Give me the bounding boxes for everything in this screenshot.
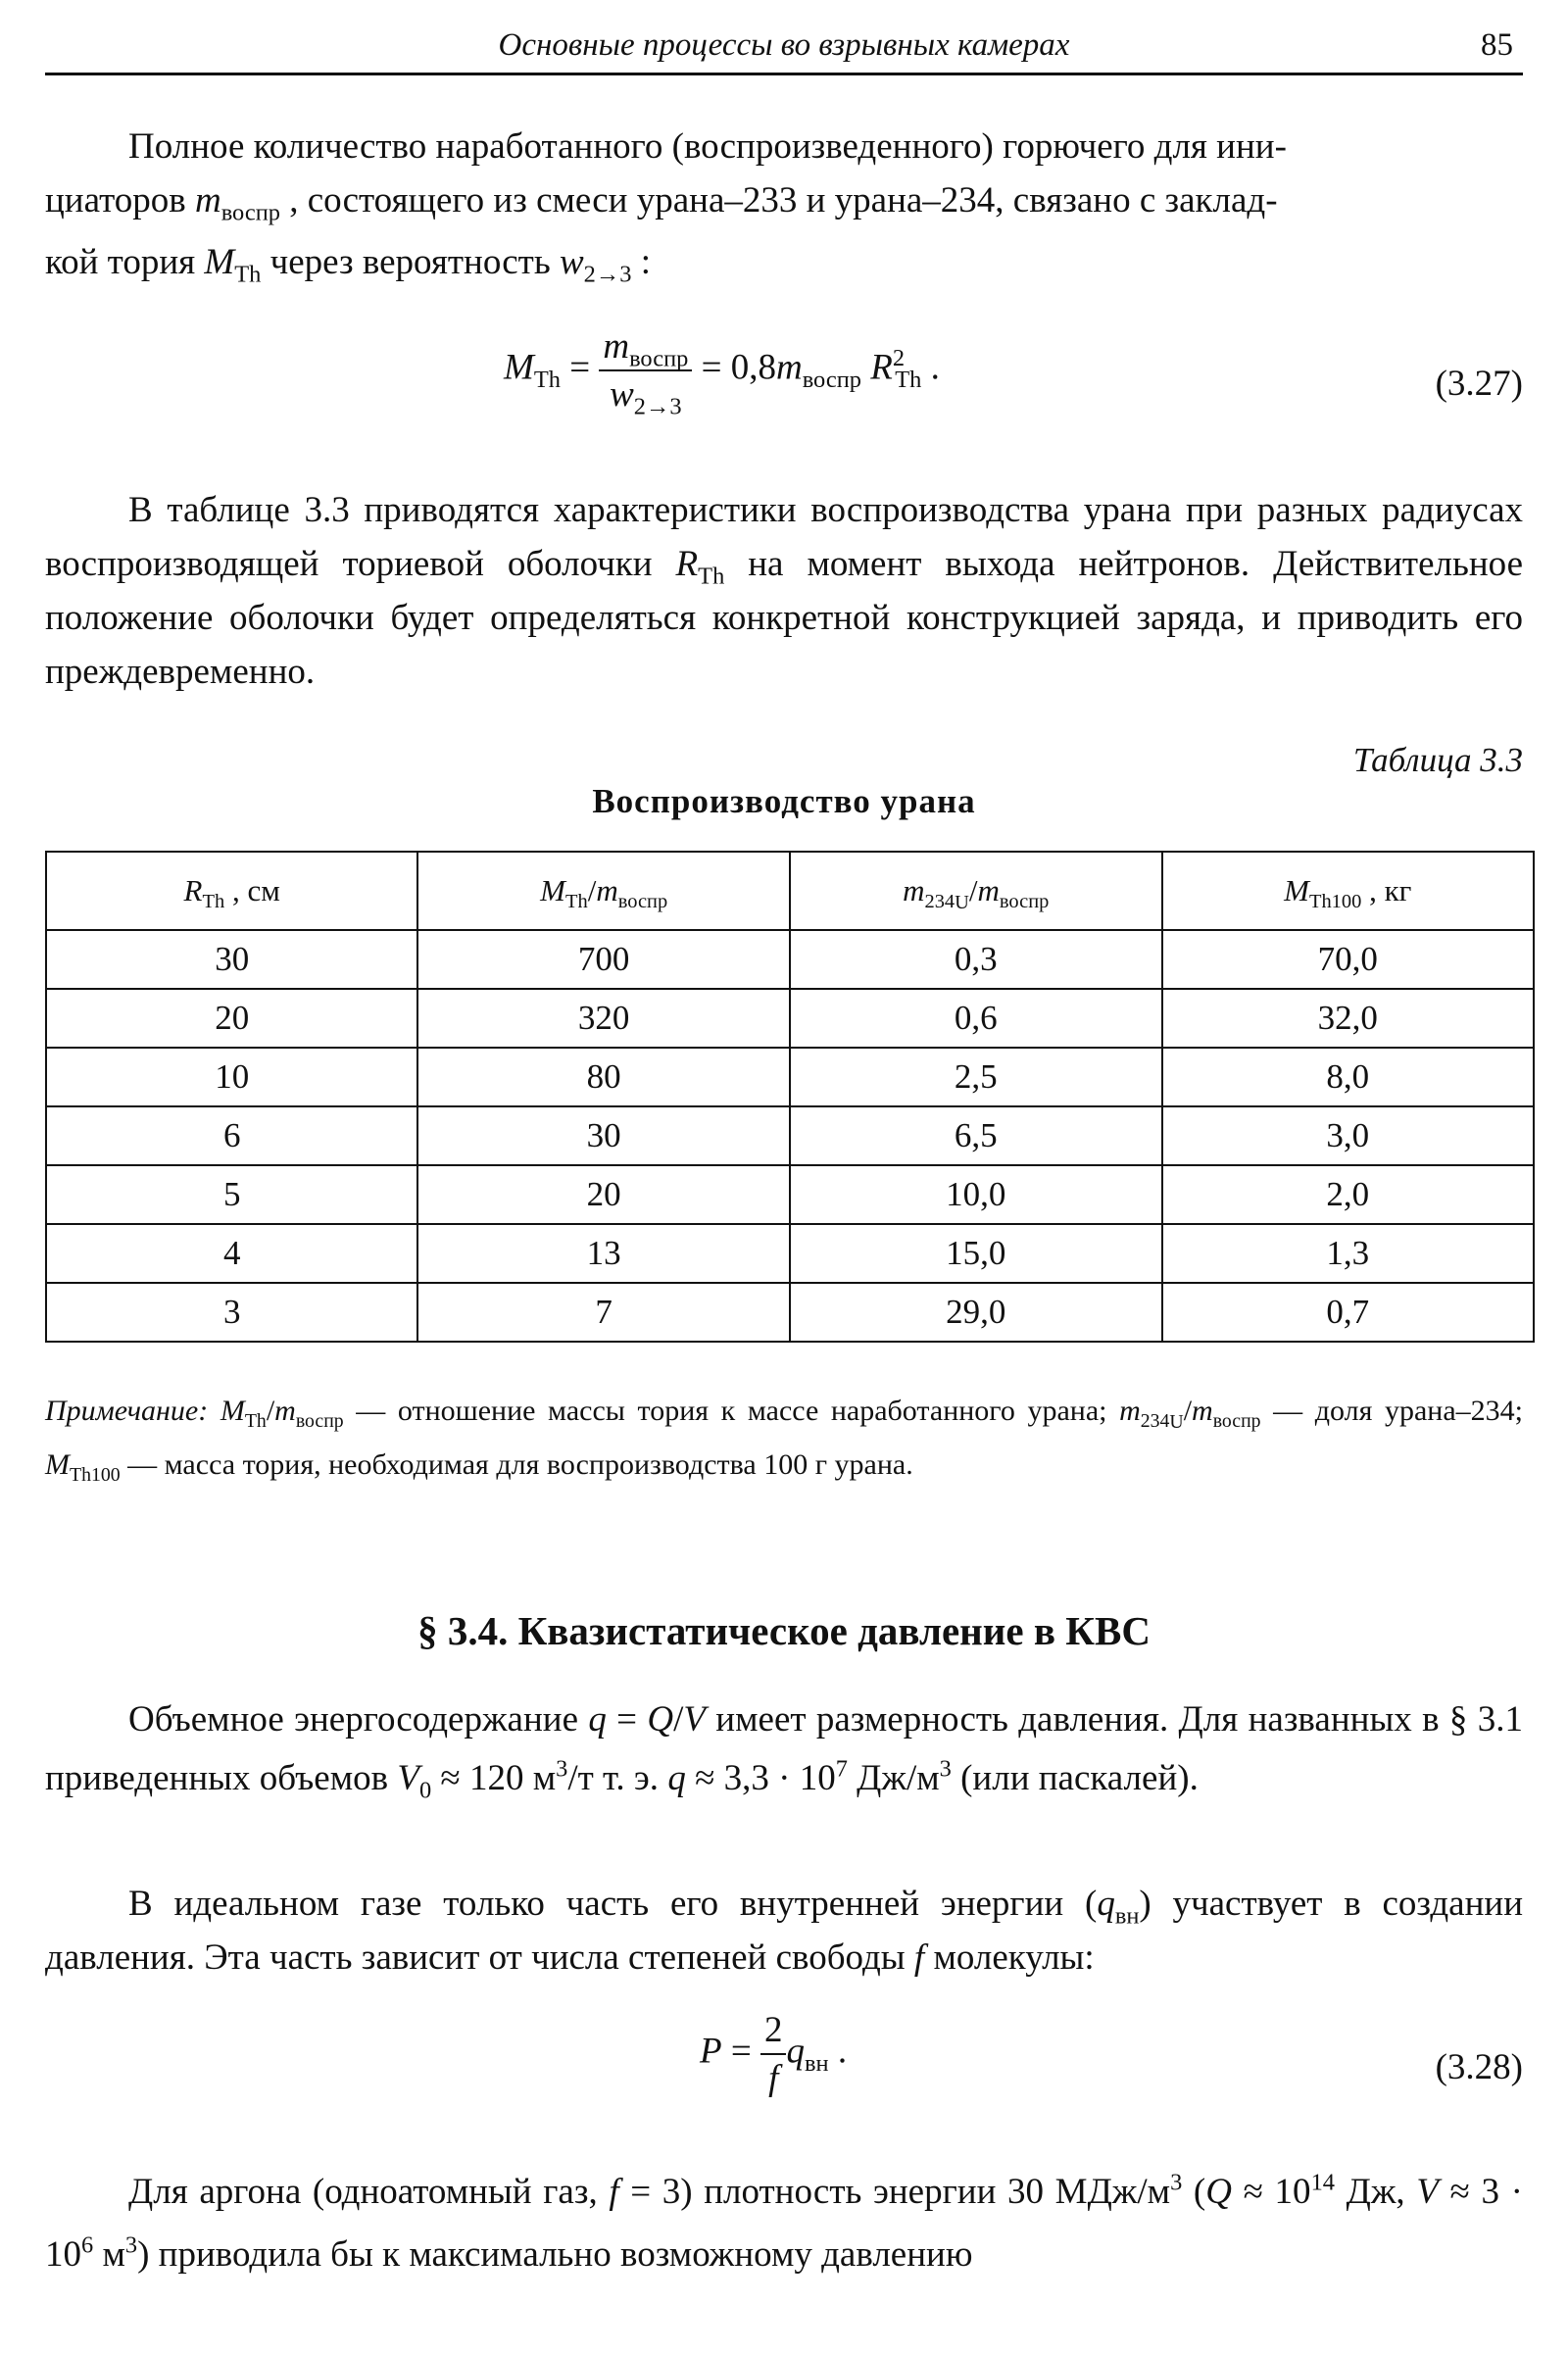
table-cell: 2,0: [1162, 1165, 1534, 1224]
table-cell: 15,0: [790, 1224, 1162, 1283]
table-cell: 80: [417, 1048, 790, 1106]
table-cell: 700: [417, 930, 790, 989]
table-cell: 0,3: [790, 930, 1162, 989]
section-heading: § 3.4. Квазистатическое давление в КВС: [417, 1608, 1151, 1653]
table-cell: 13: [417, 1224, 790, 1283]
equation-3-27: [45, 325, 1523, 443]
table-cell: 10,0: [790, 1165, 1162, 1224]
equation-3-28-body: P = $\frac{2}{f}$ $q_{вн}$ .: [700, 2010, 848, 2098]
equation-number: (3.27): [1435, 364, 1523, 404]
intro-line-1: Полное количество наработанного (воспроизведенного) горючего для ини-: [128, 126, 1287, 167]
table-note: Примечание: $M_{Th}/m_{воспр}$ — отношение массы тория к массе наработанного урана; $m_{234U}/m_{воспр}$ — доля урана–234; $M_{Th100}$ — масса тория, необходимая для воспроизводства 100 г урана.: [45, 1395, 1523, 1486]
argon-paragraph: Для аргона (одноатомный газ, f = 3) плотность энергии 30 МДж/$м^3$ ($Q \approx 10^{14}$ Дж, $V \approx 3 \cdot 10^6$ $м^3$) приводила бы к максимально возможному давлению: [45, 2169, 1523, 2275]
equation-3-28: [45, 2009, 1523, 2136]
breeding-table: [45, 851, 1535, 1343]
table-row: [46, 1224, 1534, 1283]
table-cell: 6,5: [790, 1106, 1162, 1165]
table-cell: 8,0: [1162, 1048, 1534, 1106]
table-cell: 0,7: [1162, 1283, 1534, 1342]
page-number: 85: [1481, 27, 1513, 63]
header-u234-fraction: $m_{234U}/m_{воспр}$: [790, 852, 1162, 930]
table-cell: 3,0: [1162, 1106, 1534, 1165]
table-cell: 6: [46, 1106, 417, 1165]
gas-paragraph: В идеальном газе только часть его внутренней энергии $(q_{вн})$ участвует в создании давления. Эта часть зависит от числа степеней свободы f молекулы:: [45, 1884, 1523, 1978]
table-row: [46, 930, 1534, 989]
equation-3-27-fraction: $\frac{m_{воспр}}{w_{2\to 3}}$: [599, 325, 692, 416]
table-cell: 4: [46, 1224, 417, 1283]
table-row: [46, 989, 1534, 1048]
running-title: Основные процессы во взрывных камерах: [498, 27, 1070, 63]
table-cell: 20: [46, 989, 417, 1048]
table-cell: 20: [417, 1165, 790, 1224]
header-radius: $R_{Th}$ , см: [46, 852, 417, 930]
intro-line-2: циаторов $m_{воспр}$ , состоящего из смеси урана–233 и урана–234, связано с заклад-: [45, 180, 1278, 226]
equation-number: (3.28): [1435, 2047, 1523, 2087]
table-cell: 70,0: [1162, 930, 1534, 989]
table-number: Таблица 3.3: [1352, 741, 1523, 779]
table-cell: 29,0: [790, 1283, 1162, 1342]
table-cell: 2,5: [790, 1048, 1162, 1106]
table-cell: 32,0: [1162, 989, 1534, 1048]
intro-line-3: кой тория $M_{Th}$ через вероятность $w_{2\to 3}$ :: [45, 242, 652, 288]
header-mass-ratio: $M_{Th}/m_{воспр}$: [417, 852, 790, 930]
table-row: [46, 1165, 1534, 1224]
equation-3-28-fraction: $\frac{2}{f}$: [760, 2009, 787, 2099]
table-cell: 3: [46, 1283, 417, 1342]
table-row: [46, 1048, 1534, 1106]
table-cell: 30: [46, 930, 417, 989]
running-header: [45, 22, 1523, 75]
table-title: Воспроизводство урана: [592, 782, 976, 820]
table-cell: 30: [417, 1106, 790, 1165]
equation-3-27-body: $M_{Th}$ = $\frac{m_{воспр}}{w_{2\to 3}}$ = $0,8m_{воспр}$ $R^2_{Th}$ .: [504, 326, 940, 420]
table-header-row: [46, 852, 1534, 930]
energy-paragraph: Объемное энергосодержание q = Q/V имеет размерность давления. Для названных в § 3.1 приведенных объемов $V_0 \approx 120$ $м^3/т$ т. э. $q \approx 3,3 \cdot 10^7$ $Дж/м^3$ (или паскалей).: [45, 1699, 1523, 1804]
table-cell: 5: [46, 1165, 417, 1224]
table-cell: 1,3: [1162, 1224, 1534, 1283]
table-row: [46, 1106, 1534, 1165]
header-thorium-mass: $M_{Th100}$ , кг: [1162, 852, 1534, 930]
table-row: [46, 1283, 1534, 1342]
table-intro-paragraph: В таблице 3.3 приводятся характеристики воспроизводства урана при разных радиусах воспроизводящей ториевой оболочки $R_{Th}$ на момент выхода нейтронов. Действительное положение оболочки будет определяться конкретной конструкцией заряда, и приводить его преждевременно.: [45, 490, 1524, 692]
table-cell: 10: [46, 1048, 417, 1106]
table-cell: 320: [417, 989, 790, 1048]
table-cell: 0,6: [790, 989, 1162, 1048]
table-cell: 7: [417, 1283, 790, 1342]
